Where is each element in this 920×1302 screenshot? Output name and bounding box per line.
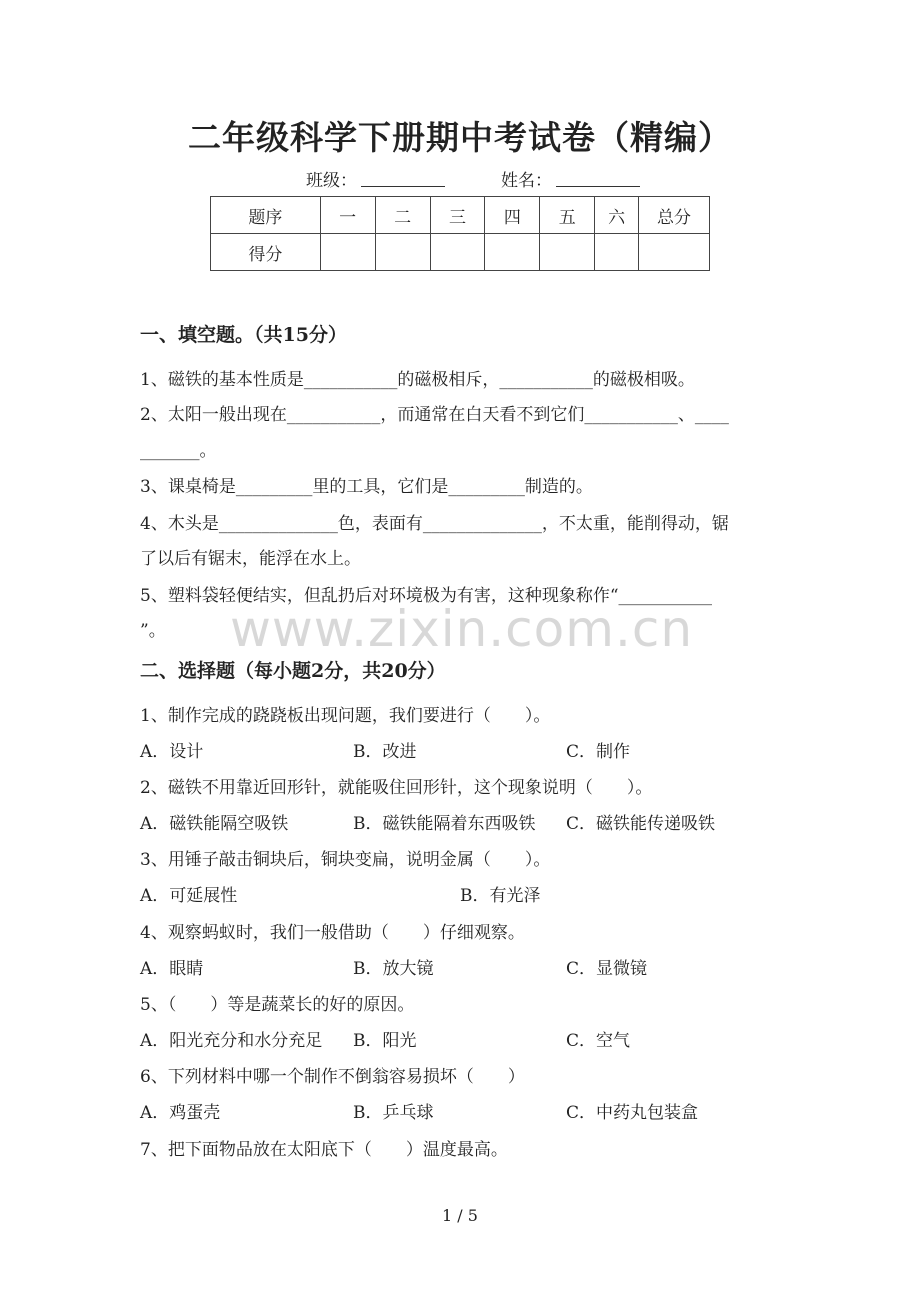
choice-question: 4、观察蚂蚁时，我们一般借助（ ）仔细观察。 bbox=[140, 923, 525, 943]
option-b: B．有光泽 bbox=[460, 886, 541, 906]
question-line: 3、课桌椅是_________里的工具，它们是_________制造的。 bbox=[140, 477, 593, 497]
option-c: C．磁铁能传递吸铁 bbox=[566, 814, 716, 834]
option-b: B．改进 bbox=[353, 742, 417, 762]
question-line: 5、塑料袋轻便结实，但乱扔后对环境极为有害，这种现象称作“___________ bbox=[140, 586, 713, 606]
score-cell bbox=[430, 234, 485, 271]
option-b: B．放大镜 bbox=[353, 959, 434, 979]
score-header-cell: 二 bbox=[375, 197, 430, 234]
option-a: A．设计 bbox=[140, 742, 204, 762]
watermark: www.zixin.com.cn bbox=[230, 600, 694, 658]
score-table-score-row bbox=[211, 234, 710, 271]
option-a: A．鸡蛋壳 bbox=[140, 1103, 221, 1123]
option-a: A．磁铁能隔空吸铁 bbox=[140, 814, 289, 834]
score-table bbox=[210, 196, 710, 271]
section-heading-fill-blank: 一、填空题。（共15分） bbox=[140, 324, 347, 346]
class-blank bbox=[361, 186, 445, 187]
question-line: 4、木头是______________色，表面有______________，不太重，能削得动，锯 bbox=[140, 514, 729, 534]
class-label: 班级： bbox=[306, 171, 357, 191]
exam-title: 二年级科学下册期中考试卷（精编） bbox=[188, 118, 732, 157]
score-row-label: 得分 bbox=[211, 234, 321, 271]
score-header-cell: 一 bbox=[320, 197, 375, 234]
score-header-cell: 六 bbox=[595, 197, 639, 234]
score-cell bbox=[540, 234, 595, 271]
score-header-cell: 五 bbox=[540, 197, 595, 234]
choice-question: 5、（ ）等是蔬菜长的好的原因。 bbox=[140, 995, 415, 1015]
page-number: 1 / 5 bbox=[442, 1206, 478, 1225]
option-a: A．眼睛 bbox=[140, 959, 204, 979]
score-header-cell: 四 bbox=[485, 197, 540, 234]
score-cell bbox=[375, 234, 430, 271]
question-line: _______。 bbox=[140, 441, 217, 461]
option-a: A．阳光充分和水分充足 bbox=[140, 1031, 323, 1051]
question-line: ”。 bbox=[140, 621, 166, 641]
score-header-cell: 题序 bbox=[211, 197, 321, 234]
option-c: C．显微镜 bbox=[566, 959, 648, 979]
option-b: B．阳光 bbox=[353, 1031, 417, 1051]
section-heading-multiple-choice: 二、选择题（每小题2分，共20分） bbox=[140, 660, 446, 682]
option-c: C．空气 bbox=[566, 1031, 631, 1051]
option-b: B．磁铁能隔着东西吸铁 bbox=[353, 814, 536, 834]
choice-question: 3、用锤子敲击铜块后，铜块变扁，说明金属（ ）。 bbox=[140, 850, 551, 870]
score-cell bbox=[320, 234, 375, 271]
question-line: 2、太阳一般出现在___________，而通常在白天看不到它们___________、____ bbox=[140, 405, 729, 425]
question-line: 1、磁铁的基本性质是___________的磁极相斥，___________的磁极相吸。 bbox=[140, 370, 695, 390]
option-c: C．中药丸包装盒 bbox=[566, 1103, 699, 1123]
score-cell bbox=[595, 234, 639, 271]
name-label: 姓名： bbox=[501, 171, 552, 191]
score-table-header-row bbox=[211, 197, 710, 234]
option-b: B．乒乓球 bbox=[353, 1103, 434, 1123]
score-header-cell: 三 bbox=[430, 197, 485, 234]
score-cell bbox=[639, 234, 710, 271]
choice-question: 6、下列材料中哪一个制作不倒翁容易损坏（ ） bbox=[140, 1067, 525, 1087]
option-c: C．制作 bbox=[566, 742, 631, 762]
question-line: 了以后有锯末，能浮在水上。 bbox=[140, 549, 361, 569]
choice-question: 1、制作完成的跷跷板出现问题，我们要进行（ ）。 bbox=[140, 706, 551, 726]
name-blank bbox=[556, 186, 640, 187]
choice-question: 2、磁铁不用靠近回形针，就能吸住回形针，这个现象说明（ ）。 bbox=[140, 778, 653, 798]
score-header-cell: 总分 bbox=[639, 197, 710, 234]
choice-question: 7、把下面物品放在太阳底下（ ）温度最高。 bbox=[140, 1140, 508, 1160]
option-a: A．可延展性 bbox=[140, 886, 238, 906]
score-cell bbox=[485, 234, 540, 271]
